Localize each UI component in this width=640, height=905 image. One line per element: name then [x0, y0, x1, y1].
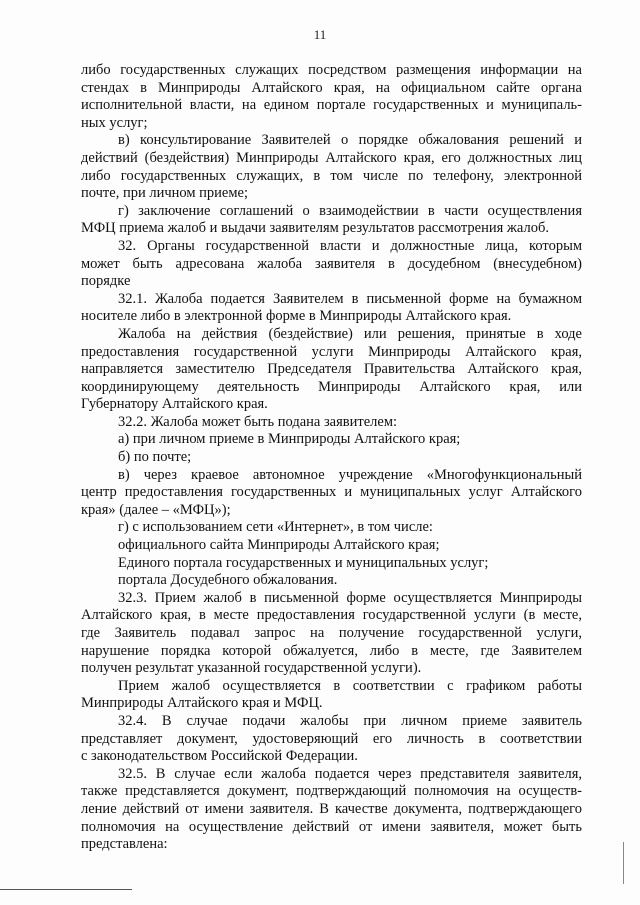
text-line: 32.1. Жалоба подается Заявителем в письменной форме на бумажном: [118, 290, 582, 307]
text-line: в) через краевое автономное учреждение «Многофункциональный: [118, 466, 582, 483]
text-line: действий (бездействия) Минприроды Алтайского края, его должностных лиц: [81, 149, 582, 166]
text-line: 32.4. В случае подачи жалобы при личном приеме заявитель: [118, 712, 582, 729]
text-line: 32.3. Прием жалоб в письменной форме осуществляется Минприроды: [118, 589, 582, 606]
text-line: нарушение порядка которой обжалуется, либо в месте, где Заявителем: [81, 642, 582, 659]
text-line: исполнительной власти, на едином портале государственных и муниципаль-: [81, 97, 582, 114]
page-number: 11: [313, 27, 327, 42]
text-line: Губернатору Алтайского края.: [81, 396, 268, 413]
text-line: а) при личном приеме в Минприроды Алтайского края;: [118, 431, 461, 448]
text-line: с законодательством Российской Федерации.: [81, 748, 358, 765]
text-line: Минприроды Алтайского края и МФЦ.: [81, 695, 323, 712]
text-line: ление действий от имени заявителя. В качестве документа, подтверждающего: [81, 800, 582, 817]
text-line: либо государственных служащих посредством размещения информации на: [81, 62, 582, 78]
scan-edge-mark: [623, 842, 624, 884]
text-line: может быть адресована жалоба заявителя в досудебном (внесудебном): [81, 255, 582, 272]
text-line: направляется заместителю Председателя Правительства Алтайского края,: [81, 361, 582, 378]
text-line: 32. Органы государственной власти и должностные лица, которым: [118, 237, 582, 254]
text-line: представлена:: [81, 836, 168, 853]
text-line: г) заключение соглашений о взаимодействии в части осуществления: [118, 202, 582, 219]
text-line: стендах в Минприроды Алтайского края, на официальном сайте органа: [81, 79, 582, 96]
scan-edge-line: [0, 889, 132, 890]
text-line: получен результат указанной государственной услуги).: [81, 660, 422, 677]
text-line: координирующему деятельность Минприроды Алтайского края, или: [81, 378, 582, 395]
text-line: Прием жалоб осуществляется в соответствии с графиком работы: [118, 677, 582, 694]
text-line: носителе либо в электронной форме в Минприроды Алтайского края.: [81, 308, 512, 325]
text-line: портала Досудебного обжалования.: [118, 572, 338, 589]
document-body: [81, 62, 582, 854]
text-line: представляет документ, удостоверяющий его личность в соответствии: [81, 730, 582, 747]
text-line: б) по почте;: [118, 449, 192, 466]
text-line: Единого портала государственных и муниципальных услуг;: [118, 554, 489, 571]
text-line: порядке: [81, 273, 131, 290]
text-line: в) консультирование Заявителей о порядке обжалования решений и: [118, 132, 582, 149]
text-line: г) с использованием сети «Интернет», в том числе:: [118, 519, 433, 536]
text-line: полномочия на осуществление действий от имени заявителя, может быть: [81, 818, 582, 835]
text-line: также представляется документ, подтверждающий полномочия на осуществ-: [81, 783, 582, 800]
text-line: официального сайта Минприроды Алтайского края;: [118, 537, 440, 554]
text-line: Алтайского края, в месте предоставления государственной услуги (в месте,: [81, 607, 582, 624]
text-line: края» (далее – «МФЦ»);: [81, 501, 231, 518]
text-line: Жалоба на действия (бездействие) или решения, принятые в ходе: [118, 325, 582, 342]
text-line: где Заявитель подавал запрос на получение государственной услуги,: [81, 625, 582, 641]
text-line: 32.5. В случае если жалоба подается через представителя заявителя,: [118, 765, 582, 782]
text-line: почте, при личном приеме;: [81, 185, 249, 202]
text-line: ных услуг;: [81, 114, 148, 131]
text-line: предоставления государственной услуги Минприроды Алтайского края,: [81, 343, 582, 360]
text-line: либо государственных служащих, в том числе по телефону, электронной: [81, 167, 582, 184]
text-line: 32.2. Жалоба может быть подана заявителем:: [118, 413, 398, 430]
text-line: центр предоставления государственных и муниципальных услуг Алтайского: [81, 484, 582, 501]
text-line: МФЦ приема жалоб и выдачи заявителям результатов рассмотрения жалоб.: [81, 220, 549, 237]
